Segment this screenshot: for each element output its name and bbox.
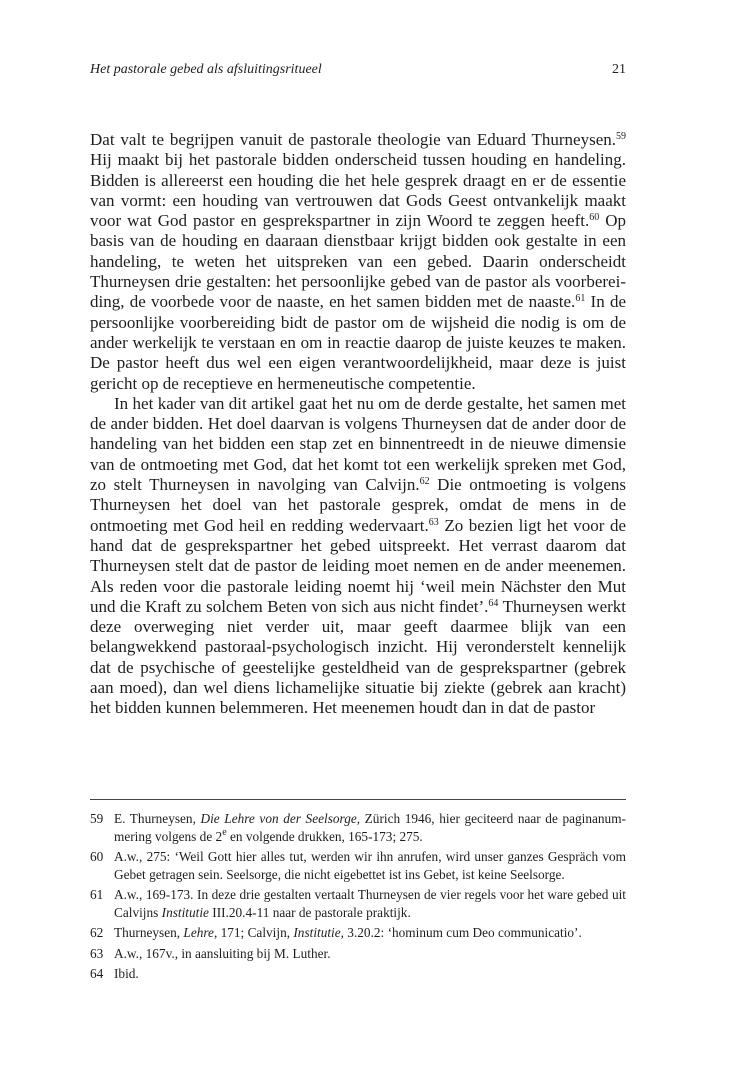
footnote-number: 64 [90,966,104,981]
text-run: Thurneysen werkt deze overweging niet verder uit, maar geeft daarmee blijk van een belangwekkend pastoraal-psychologisch inzicht. Hij veronderstelt kennelijk dat de psychische of geestelijke gesteldheid van de gesprekspartner (gebrek aan moed), dan wel diens lichamelijke situatie bij ziekte (gebrek aan kracht) het bidden kunnen belemmeren. Het meenemen houdt dan in dat de pastor [90,596,627,718]
footnote-text: A.w., 167v., in aansluiting bij M. Luther. [114,945,331,961]
footnote-number: 63 [90,945,104,961]
footnote-ref[interactable]: 61 [575,293,586,305]
footnote [90,810,626,845]
text-run: In de persoonlijke voorbereiding bidt de pastor om de wijsheid die nodig is om de ander werkelijk te verstaan en om in reactie daarop de juiste keuzes te maken. De pastor heeft dus wel een eigen verantwoordelijkheid, maar deze is juist gericht op de receptieve en hermeneutische competentie. [90,292,626,393]
footnote-number: 61 [90,887,104,902]
footnote [90,886,626,921]
footnote-text: Thurneysen, Lehre, 171; Calvijn, Institutie, 3.20.2: ‘hominum cum Deo communicatio’. [114,925,582,940]
footnote [90,848,626,883]
text-run: Die ontmoeting is volgens Thurneysen het doel van het pastorale gesprek, omdat de mens in de ontmoeting met God heil en redding wedervaart. [90,475,626,535]
footnote [90,945,626,963]
running-header [90,62,626,78]
footnote-text: E. Thurneysen, Die Lehre von der Seelsorge, Zürich 1946, hier geciteerd naar de paginanummering volgens de 2e en volgende drukken, 165-173; 275. [114,811,626,844]
text-run: Dat valt te begrijpen vanuit de pastorale theologie van Eduard Thurneysen. [90,130,616,149]
footnote [90,924,626,942]
running-title: Het pastorale gebed als afsluitingsritueel [90,62,322,77]
footnote-text: A.w., 275: ‘Weil Gott hier alles tut, werden wir ihn anrufen, wird unser ganzes Gespräch vom Gebet getragen sein. Seelsorge, die nicht eigebettet ist ins Gebet, ist keine Seelsorge. [114,849,626,882]
text-run: In het kader van dit artikel gaat het nu om de derde gestalte, het samen met de ander bidden. Het doel daarvan is volgens Thurneysen dat de ander door de handeling van het bidden een stap zet en binnentreedt in de nieuwe dimensie van de ontmoeting met God, dat het komt tot een werkelijk spreken met God, zo stelt Thurneysen in navolging van Calvijn. [90,393,626,495]
footnote-ref[interactable]: 64 [488,597,499,609]
footnote-divider [90,799,626,800]
footnote-number: 60 [90,849,104,864]
page-number: 21 [612,62,626,77]
body-text [90,130,626,719]
paragraph-2 [90,394,626,719]
footnote-ref[interactable]: 63 [428,516,439,528]
text-run: Op basis van de houding en daaraan dienstbaar krijgt bidden ook gestalte in een handeling, te weten het uitspreken van een gebed. Daarin onderscheidt Thurneysen drie gestalten: het persoonlijke gebed van de pastor als voorbereiding, de voorbede voor de naaste, en het samen bidden met de naaste. [90,211,627,312]
text-run: Zo bezien ligt het voor de hand dat de gesprekspartner het gebed uitspreekt. Het verrast daarom dat Thurneysen stelt dat de pastor de leiding moet nemen en de ander meenemen. Als reden voor die pastorale leiding noemt hij ‘weil mein Nächster den Mut und die Kraft zu solchem Beten von sich aus nicht findet’. [90,515,626,616]
footnote-number: 59 [90,811,104,826]
footnote-ref[interactable]: 59 [616,131,626,142]
footnote-number: 62 [90,925,104,940]
footnote-ref[interactable]: 62 [419,476,430,488]
text-run: Hij maakt bij het pastorale bidden onderscheid tussen houding en handeling. Bidden is allereerst een houding die het hele gesprek draagt en er de essentie van vormt: een houding van vertrouwen dat Gods Geest ontvankelijk maakt voor wat God pastor en gesprekspartner in zijn Woord te zeggen heeft. [90,150,626,231]
footnote [90,965,626,983]
footnote-text: A.w., 169-173. In deze drie gestalten vertaalt Thurneysen de vier regels voor het ware gebed uit Calvijns Institutie III.20.4-11 naar de pastorale praktijk. [114,887,626,920]
footnote-ref[interactable]: 60 [589,212,600,224]
paragraph-1 [90,130,626,394]
footnote-text: Ibid. [114,966,139,981]
footnotes [90,810,626,986]
